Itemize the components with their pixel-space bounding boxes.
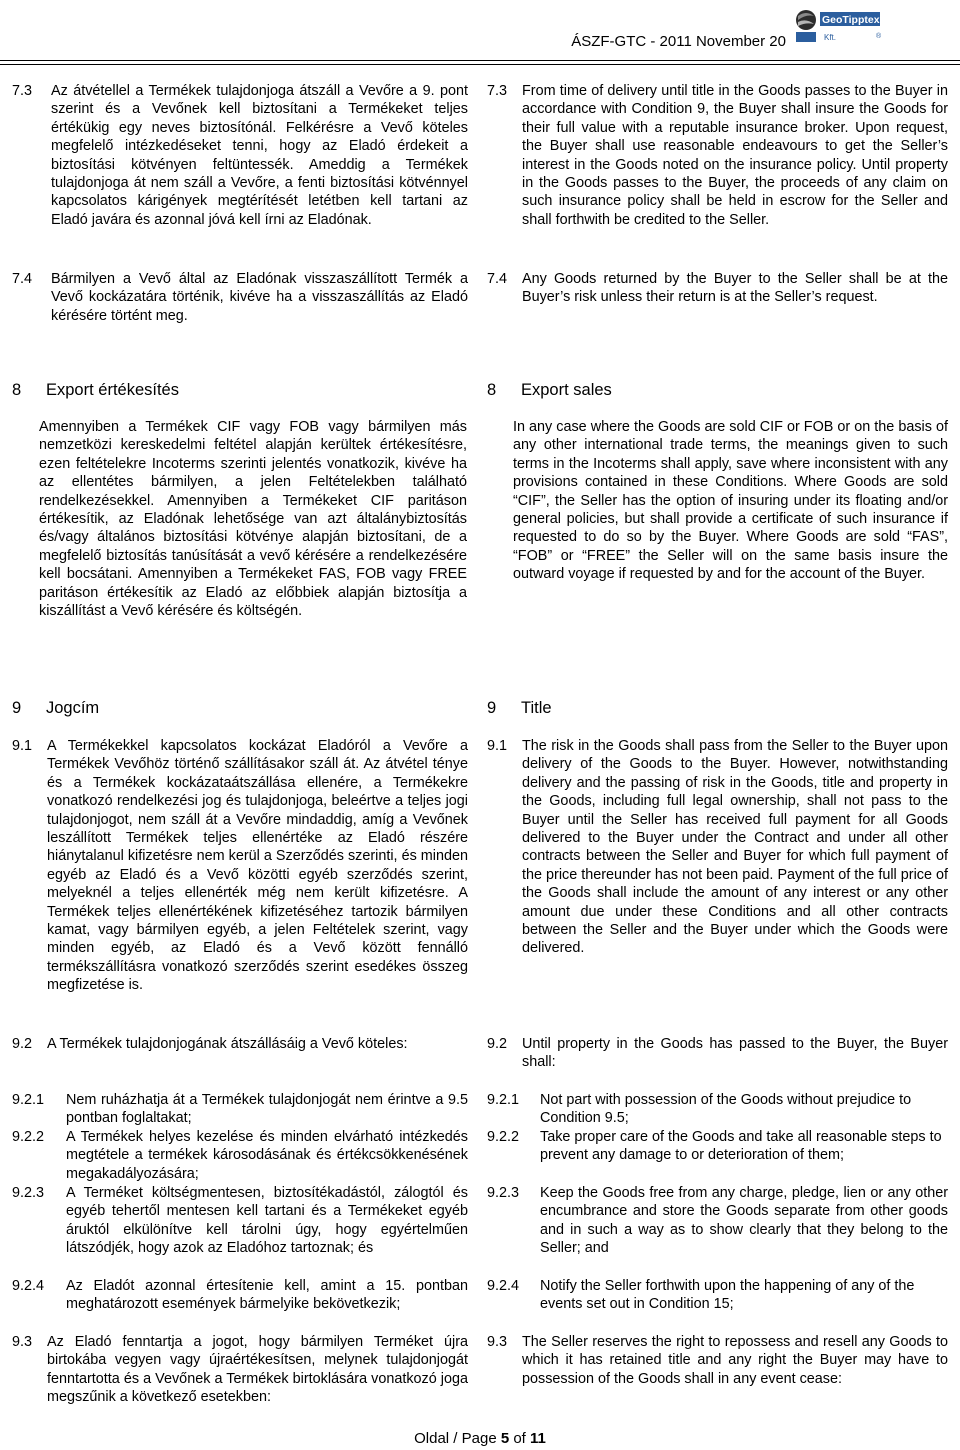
clause-9-2-en <box>487 1035 948 1072</box>
clause-text: Keep the Goods free from any charge, pledge, lien or any other encumbrance and store the Goods separate from other goods and in such a way as to show clearly that they belong to the Seller; and <box>540 1185 948 1257</box>
clause-7-4-en <box>487 270 948 307</box>
clause-9-2-3-hu <box>12 1184 468 1258</box>
clause-text: A Termékek helyes kezelése és minden elvárható intézkedés megtétele a termékek károsodásának és értékcsökkenésének megakadályozására; <box>66 1129 468 1182</box>
logo-main-text: GeoTipptex <box>822 14 880 26</box>
section-number: 9 <box>487 699 497 717</box>
logo-registered-mark: ® <box>876 33 882 40</box>
clause-7-4-hu <box>12 270 468 325</box>
section-title: Export értékesítés <box>46 381 179 399</box>
section-8-heading-hu <box>12 380 179 400</box>
section-number: 8 <box>487 381 497 399</box>
section-9-heading-hu <box>12 698 99 718</box>
clause-number: 9.3 <box>487 1334 508 1350</box>
page-footer <box>0 1430 960 1448</box>
clause-number: 7.3 <box>487 83 508 99</box>
clause-7-3-hu <box>12 82 468 229</box>
section-9-heading-en <box>487 698 552 718</box>
section-8-body-hu: Amennyiben a Termékek CIF vagy FOB vagy bármilyen más nemzetközi kereskedelmi feltétel alapján kerültek értékesítésre, ezen feltételekre Incoterms szerinti jelentés vonatkozik, kivéve ha az ellentétes bármilyen, a jelen Feltételekben található rendelkezésekkel. Amennyiben a Termékeket CIF paritáson értékesítik, az Eladónak lehetősége van azt általánybiztosítás és/vagy általános biztosítási kötvénye alapján biztosítani, de a megfelelő biztosítás tanúsítását a vevő kérésére a rendelkezésére kell bocsátani. Amennyiben a Termékeket FAS, FOB vagy FREE paritáson értékesítik az Eladó az előbbiek alapján biztosítja a kiszállítást a Vevő kérésére és költségén. <box>39 419 467 620</box>
section-number: 8 <box>12 381 22 399</box>
clause-9-1-hu <box>12 737 468 995</box>
section-number: 9 <box>12 699 22 717</box>
footer-page-total: 11 <box>530 1430 546 1447</box>
clause-9-2-hu <box>12 1035 468 1053</box>
clause-text: A Terméket költségmentesen, biztosítékadástól, zálogtól és egyéb tehertől mentesen kell tartani és a Termékeket egyéb áruktól elkülönítve kell tárolni úgy, hogy egyértelműen látszódjék, hogy azok az Eladóhoz tartoznak; és <box>66 1185 468 1257</box>
clause-number: 9.2.2 <box>12 1129 45 1145</box>
clause-number: 9.2 <box>12 1036 33 1052</box>
clause-number: 9.2.1 <box>487 1092 520 1108</box>
section-8-heading-en <box>487 380 612 400</box>
clause-7-3-en <box>487 82 948 229</box>
clause-number: 9.2.2 <box>487 1129 520 1145</box>
footer-page-number: 5 <box>500 1430 510 1447</box>
clause-text: The risk in the Goods shall pass from the Seller to the Buyer upon delivery of the Goods to the Buyer. However, notwithstanding delivery and the passing of risk in the Goods, title and property in the Goods, including full legal ownership, shall not pass to the Buyer until the Seller has received full payment for all Goods delivered to the Buyer under the Contract and under all other contracts between the Seller and Buyer for which full payment of the price thereunder has not been paid. Payment of the full price of the Goods shall include the amount of any interest or any other amount due under these Conditions and all other contracts between the Seller and the Buyer under which the Goods were delivered. <box>522 738 948 957</box>
clause-number: 9.3 <box>12 1334 33 1350</box>
clause-text: Notify the Seller forthwith upon the happening of any of the events set out in Condition 15; <box>540 1278 915 1313</box>
clause-number: 9.1 <box>487 738 508 754</box>
clause-number: 9.1 <box>12 738 33 754</box>
clause-9-2-4-en <box>487 1277 948 1314</box>
clause-number: 9.2.4 <box>12 1278 45 1294</box>
clause-number: 9.2.4 <box>487 1278 520 1294</box>
clause-number: 9.2 <box>487 1036 508 1052</box>
clause-text: Any Goods returned by the Buyer to the Seller shall be at the Buyer’s risk unless their return is at the Seller’s request. <box>522 271 948 306</box>
header-rule-top <box>0 60 960 61</box>
document-title: ÁSZF-GTC - 2011 November 20 <box>571 33 786 50</box>
clause-text: A Termékekkel kapcsolatos kockázat Eladóról a Vevőre a Termékek Vevőhöz történő szállításakor száll át. Az átvétel ténye és a Termékek kockázataátszállása ellenére, a Termékekre vonatkozó rendelkezési jog és tulajdonjoga, beleértve a teljes jogi tulajdonjogot, nem száll át a Vevőre mindaddig, amíg a Vevőnek leszállított Termékek teljes ellenértéke az Eladó részére hiánytalanul kifizetésre nem kerül a Szerződés szerinti, és minden egyéb az Eladó és a Vevő közötti egyéb szerződés szerint, melyeknél a teljes ellenérték még nem került kifizetésre. A Termékek teljes ellenértékének kifizetéséhez tartozik bármilyen kamat, vagy bármilyen egyéb, a jelen Feltételek szerint, vagy minden egyéb, az Eladó és a Vevő között fennálló termékszállításra vonatkozó szerződés szerint esedékes összeg megfizetése is. <box>47 738 468 994</box>
section-title: Title <box>521 699 552 717</box>
section-8-body-en: In any case where the Goods are sold CIF or FOB or on the basis of any other international trade terms, the meanings given to such terms in the Incoterms shall apply, save where inconsistent with any provisions contained in these Conditions. Where Goods are sold “CIF”, the Seller has the option of insuring under its floating and/or general policies, but shall provide a certificate of such insurance if requested to do so by the Buyer. Where Goods are sold “FAS”, “FOB” or “FREE” the Seller will on the same basis insure the outward voyage if requested by and for the account of the Buyer. <box>513 419 948 583</box>
clause-number: 9.2.3 <box>487 1185 520 1201</box>
clause-9-2-2-en <box>487 1128 948 1165</box>
clause-text: Until property in the Goods has passed to the Buyer, the Buyer shall: <box>522 1036 948 1071</box>
section-title: Jogcím <box>46 699 100 717</box>
logo-sub-text: Kft. <box>824 33 837 42</box>
clause-text: Take proper care of the Goods and take all reasonable steps to prevent any damage to or deterioration of them; <box>540 1129 942 1164</box>
clause-9-2-4-hu <box>12 1277 468 1314</box>
page-header <box>0 0 960 62</box>
clause-text: Az átvétellel a Termékek tulajdonjoga átszáll a Vevőre a 9. pont szerint és a Vevőnek kell biztosítani a Termékeket teljes értékükig egy neves biztosítónál. Felkérésre a Vevő köteles megfelelő intézkedéseket tenni, hogy az Eladó érdekeit a biztosítási kötvényen feltüntessék. Ameddig a Termékek tulajdonjoga át nem száll a Vevőre, a fenti biztosítási kötvénnyel kapcsolatos kárigények megtérítését letétben kell tartani az Eladó javára és azonnal jóvá kell írni az Eladónak. <box>51 83 468 228</box>
clause-9-2-3-en <box>487 1184 948 1258</box>
clause-text: Az Eladót azonnal értesítenie kell, amint a 15. pontban meghatározott események bármelyike bekövetkezik; <box>66 1278 468 1313</box>
clause-number: 7.4 <box>487 271 508 287</box>
header-rule-bottom <box>0 64 960 65</box>
clause-number: 7.4 <box>12 271 33 287</box>
clause-text: Az Eladó fenntartja a jogot, hogy bármilyen Terméket újra birtokába vegyen vagy újraértékesítsen, melynek tulajdonjogát fenntartotta és a Vevőnek a Termékek birtoklására vonatkozó joga megszűnik a következő esetekben: <box>47 1334 468 1406</box>
clause-text: From time of delivery until title in the Goods passes to the Buyer in accordance with Condition 9, the Buyer shall insure the Goods for their full value with a reputable insurance broker. Upon request, the Buyer shall use reasonable endeavours to get the Seller’s interest in the Goods noted on the insurance policy. Until property in the Goods passes to the Buyer, the proceeds of any claim on such insurance policy shall be held in escrow for the Seller and shall forthwith be credited to the Seller. <box>522 83 948 228</box>
footer-middle: of <box>509 1430 531 1447</box>
clause-text: The Seller reserves the right to repossess and resell any Goods to which it has retained title and any right the Buyer may have to possession of the Goods shall in any event cease: <box>522 1334 948 1387</box>
clause-number: 9.2.3 <box>12 1185 45 1201</box>
company-logo <box>792 6 892 46</box>
clause-text: Not part with possession of the Goods without prejudice to Condition 9.5; <box>540 1092 912 1127</box>
clause-number: 7.3 <box>12 83 33 99</box>
clause-text: Bármilyen a Vevő által az Eladónak visszaszállított Termék a Vevő kockázatára történik, kivéve ha a visszaszállítás az Eladó kérésére történt meg. <box>51 271 468 324</box>
clause-9-2-1-hu <box>12 1091 468 1128</box>
clause-text: Nem ruházhatja át a Termékek tulajdonjogát nem érintve a 9.5 pontban foglaltakat; <box>66 1092 468 1127</box>
clause-text: A Termékek tulajdonjogának átszállásáig a Vevő köteles: <box>47 1036 408 1052</box>
footer-prefix: Oldal / Page <box>414 1430 501 1447</box>
clause-number: 9.2.1 <box>12 1092 45 1108</box>
clause-9-2-1-en <box>487 1091 948 1128</box>
section-title: Export sales <box>521 381 612 399</box>
clause-9-1-en <box>487 737 948 958</box>
clause-9-3-en <box>487 1333 948 1388</box>
clause-9-3-hu <box>12 1333 468 1407</box>
clause-9-2-2-hu <box>12 1128 468 1183</box>
